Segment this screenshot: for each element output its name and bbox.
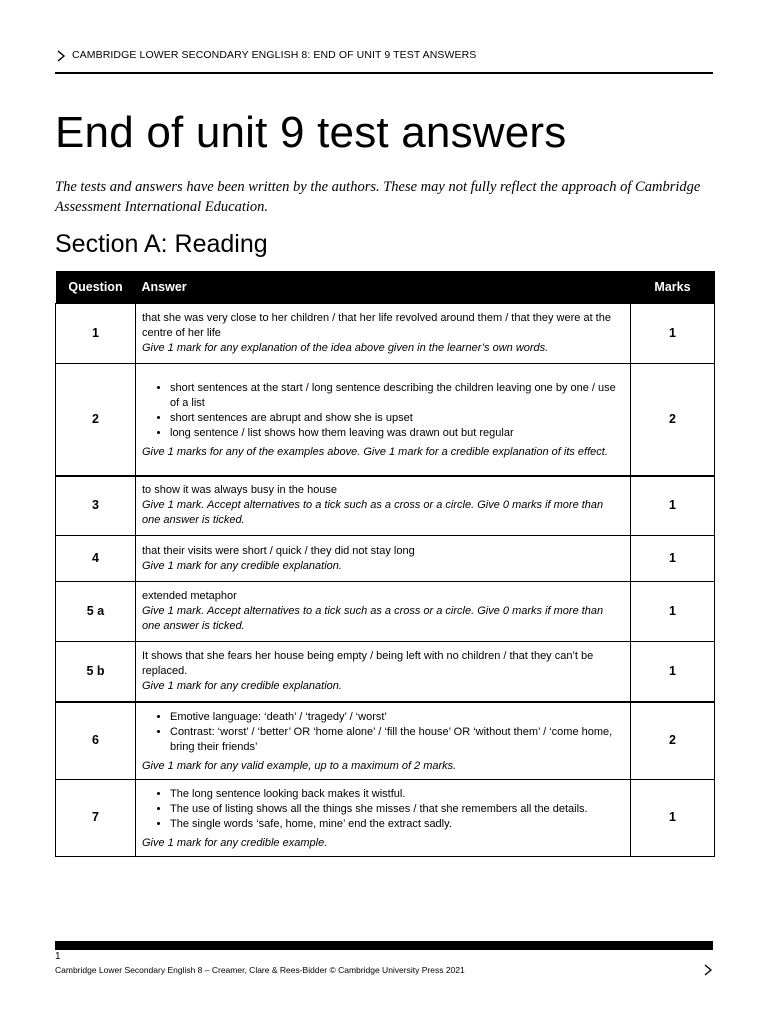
answer-bullet: • Contrast: ‘worst’ / ‘better’ OR ‘home alone’ / ‘fill the house’ OR ‘without them’ / ‘come home, bring their friends’: [170, 725, 624, 755]
marks-value: 1: [631, 779, 715, 856]
question-number: 1: [56, 304, 136, 364]
table-body: [56, 304, 715, 857]
answer-bullet-list: [142, 787, 624, 832]
marking-note: Give 1 mark for any credible explanation.: [142, 559, 342, 572]
table-header-row: [56, 271, 715, 304]
answer-cell: [136, 642, 631, 702]
answer-bullet: • short sentences are abrupt and show she is upset: [170, 411, 624, 426]
marking-note: Give 1 mark for any valid example, up to a maximum of 2 marks.: [142, 759, 457, 772]
answer-bullet-list: [142, 710, 624, 755]
answer-text: that their visits were short / quick / they did not stay long: [142, 544, 415, 557]
table-row: [56, 702, 715, 780]
marks-value: 2: [631, 364, 715, 476]
answer-text: that she was very close to her children / that her life revolved around them / that they were at the centre of her life: [142, 312, 611, 339]
marking-note: Give 1 marks for any of the examples above. Give 1 mark for a credible explanation of its effect.: [142, 445, 608, 458]
footer-credit: Cambridge Lower Secondary English 8 – Creamer, Clare & Rees-Bidder © Cambridge University Press 2021: [55, 965, 465, 975]
running-header: CAMBRIDGE LOWER SECONDARY ENGLISH 8: END OF UNIT 9 TEST ANSWERS: [72, 49, 477, 61]
answer-cell: [136, 476, 631, 536]
section-title: Section A: Reading: [55, 230, 268, 258]
answer-cell: [136, 364, 631, 476]
marks-value: 1: [631, 536, 715, 582]
table-row: [56, 779, 715, 856]
answer-cell: [136, 702, 631, 780]
header-rule: [55, 72, 713, 74]
table-row: [56, 582, 715, 642]
answers-table: [55, 271, 715, 857]
marking-note: Give 1 mark. Accept alternatives to a tick such as a cross or a circle. Give 0 marks if more than one answer is ticked.: [142, 605, 604, 632]
answer-text: extended metaphor: [142, 590, 237, 602]
table-row: [56, 536, 715, 582]
column-header-question: Question: [56, 271, 136, 304]
marks-value: 1: [631, 582, 715, 642]
footer-bar: [55, 941, 713, 950]
question-number: 7: [56, 779, 136, 856]
chevron-right-icon: [703, 964, 713, 976]
marking-note: Give 1 mark. Accept alternatives to a tick such as a cross or a circle. Give 0 marks if more than one answer is ticked.: [142, 499, 604, 527]
answer-cell: [136, 304, 631, 364]
table-row: [56, 476, 715, 536]
answer-bullet: • long sentence / list shows how them leaving was drawn out but regular: [170, 426, 624, 441]
answer-text: It shows that she fears her house being empty / being left with no children / that they can’t be replaced.: [142, 649, 594, 677]
chevron-right-icon: [55, 50, 67, 62]
question-number: 5 a: [56, 582, 136, 642]
answer-bullet-list: [142, 381, 624, 441]
marks-value: 1: [631, 476, 715, 536]
answer-bullet: • The use of listing shows all the things she misses / that she remembers all the details.: [170, 802, 624, 817]
marks-value: 2: [631, 702, 715, 780]
column-header-answer: Answer: [136, 271, 631, 304]
answer-text: to show it was always busy in the house: [142, 484, 338, 497]
answer-bullet: • The long sentence looking back makes it wistful.: [170, 787, 624, 802]
column-header-marks: Marks: [631, 271, 715, 304]
answer-bullet: • The single words ‘safe, home, mine’ end the extract sadly.: [170, 817, 624, 832]
answer-cell: [136, 536, 631, 582]
marking-note: Give 1 mark for any credible example.: [142, 836, 328, 849]
question-number: 4: [56, 536, 136, 582]
page-number: 1: [55, 951, 61, 962]
question-number: 3: [56, 476, 136, 536]
table-row: [56, 642, 715, 702]
marking-note: Give 1 mark for any credible explanation.: [142, 679, 342, 692]
marks-value: 1: [631, 304, 715, 364]
answer-cell: [136, 582, 631, 642]
table-row: [56, 364, 715, 476]
marks-value: 1: [631, 642, 715, 702]
question-number: 2: [56, 364, 136, 476]
question-number: 6: [56, 702, 136, 780]
marking-note: Give 1 mark for any explanation of the idea above given in the learner’s own words.: [142, 342, 549, 354]
intro-text: The tests and answers have been written by the authors. These may not fully reflect the approach of Cambridge Assessment International Education.: [55, 179, 701, 215]
answer-bullet: • short sentences at the start / long sentence describing the children leaving one by one / use of a list: [170, 381, 624, 411]
answer-cell: [136, 779, 631, 856]
question-number: 5 b: [56, 642, 136, 702]
answer-bullet: • Emotive language: ‘death’ / ‘tragedy’ / ‘worst’: [170, 710, 624, 725]
page-title: End of unit 9 test answers: [55, 108, 567, 157]
table-row: [56, 304, 715, 364]
